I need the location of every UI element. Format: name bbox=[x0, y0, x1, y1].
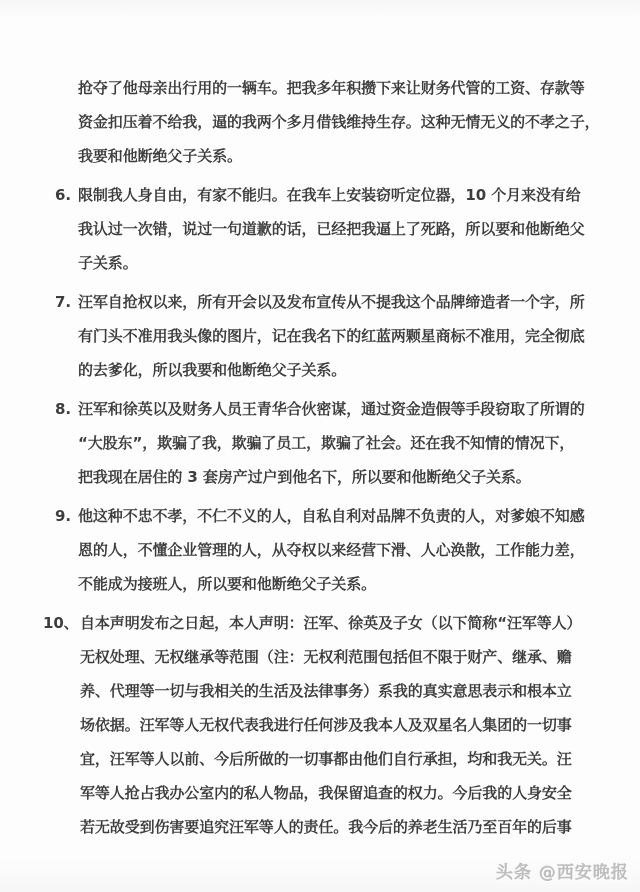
text-line: 我要和他断绝父子关系。 bbox=[78, 147, 242, 165]
statement-paragraph bbox=[0, 606, 640, 844]
toutiao-watermark bbox=[496, 858, 629, 883]
paragraph-number: 7. bbox=[55, 293, 71, 311]
text-line: 不能成为接班人，所以要和他断绝父子关系。 bbox=[78, 575, 377, 593]
text-line: 我认过一次错，说过一句道歉的话，已经把我逼上了死路，所以要和他断绝父 bbox=[78, 220, 585, 238]
statement-paragraph bbox=[0, 178, 640, 280]
text-line: 他这种不忠不孝，不仁不义的人，自私自利对品牌不负责的人，对爹娘不知感 bbox=[78, 507, 585, 525]
text-line: 汪军自抢权以来，所有开会以及发布宣传从不提我这个品牌缔造者一个字，所 bbox=[78, 293, 585, 311]
text-line: 限制我人身自由，有家不能归。在我车上安装窃听定位器，10 个月来没有给 bbox=[78, 186, 581, 204]
text-line: 若无故受到伤害要追究汪军等人的责任。我今后的养老生活乃至百年的后事 bbox=[80, 818, 572, 836]
text-line: 场依据。汪军等人无权代表我进行任何涉及我本人及双星名人集团的一切事 bbox=[80, 716, 572, 734]
text-line: 的去爹化，所以我要和他断绝父子关系。 bbox=[78, 361, 347, 379]
text-line: 养、代理等一切与我相关的生活及法律事务）系我的真实意思表示和根本立 bbox=[80, 682, 572, 700]
text-line: 恩的人，不懂企业管理的人，从夺权以来经营下滑、人心涣散，工作能力差， bbox=[78, 541, 585, 559]
text-line: 宜，汪军等人以前、今后所做的一切事都由他们自行承担，均和我无关。汪 bbox=[80, 750, 572, 768]
text-line: 把我现在居住的 3 套房产过户到他名下，所以要和他断绝父子关系。 bbox=[78, 468, 531, 486]
watermark-text: 头条 @西安晚报 bbox=[496, 863, 629, 883]
statement-paragraph bbox=[0, 71, 640, 173]
statement-body bbox=[0, 71, 640, 849]
text-line: 子关系。 bbox=[78, 254, 138, 272]
paragraph-number: 10、 bbox=[43, 614, 79, 632]
text-line: 资金扣压着不给我，逼的我两个多月借钱维持生存。这种无情无义的不孝之子， bbox=[78, 113, 600, 131]
text-line: 军等人抢占我办公室内的私人物品，我保留追查的权力。今后我的人身安全 bbox=[80, 784, 572, 802]
paragraph-number: 8. bbox=[55, 400, 71, 418]
text-line: 有门头不准用我头像的图片，记在我名下的红蓝两颗星商标不准用，完全彻底 bbox=[78, 327, 585, 345]
text-line: 自本声明发布之日起，本人声明：汪军、徐英及子女（以下简称“汪军等人） bbox=[80, 614, 582, 632]
paragraph-number: 9. bbox=[55, 507, 71, 525]
text-line: “大股东”，欺骗了我，欺骗了员工，欺骗了社会。还在我不知情的情况下， bbox=[78, 434, 575, 452]
text-line: 抢夺了他母亲出行用的一辆车。把我多年积攒下来让财务代管的工资、存款等 bbox=[78, 79, 585, 97]
paragraph-number: 6. bbox=[55, 186, 71, 204]
statement-paragraph bbox=[0, 285, 640, 387]
text-line: 汪军和徐英以及财务人员王青华合伙密谋，通过资金造假等手段窃取了所谓的 bbox=[78, 400, 585, 418]
statement-paragraph bbox=[0, 499, 640, 601]
statement-paragraph bbox=[0, 392, 640, 494]
text-line: 无权处理、无权继承等范围（注：无权利范围包括但不限于财产、继承、赡 bbox=[80, 648, 572, 666]
